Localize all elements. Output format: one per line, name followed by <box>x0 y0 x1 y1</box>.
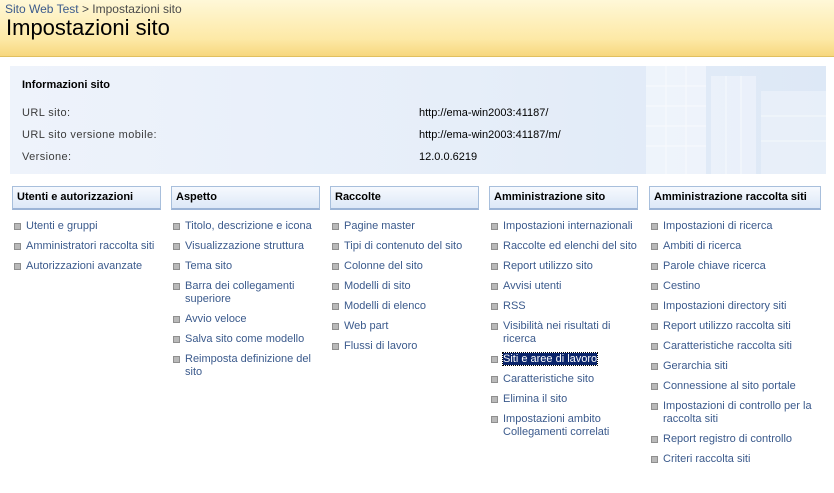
settings-link-item[interactable] <box>171 333 320 346</box>
settings-link-item[interactable] <box>649 260 821 273</box>
settings-link[interactable]: Flussi di lavoro <box>344 340 418 352</box>
settings-link-item[interactable] <box>171 313 320 326</box>
square-bullet-icon <box>651 403 658 410</box>
settings-link[interactable]: Impostazioni internazionali <box>503 220 633 232</box>
settings-link[interactable]: Ambiti di ricerca <box>663 240 742 252</box>
breadcrumb <box>5 2 182 16</box>
site-info-panel <box>10 66 826 174</box>
square-bullet-icon <box>651 243 658 250</box>
settings-link[interactable]: Titolo, descrizione e icona <box>185 220 312 232</box>
square-bullet-icon <box>651 223 658 230</box>
breadcrumb-separator: > <box>81 2 89 16</box>
settings-link[interactable]: Autorizzazioni avanzate <box>26 260 143 272</box>
settings-link[interactable]: Impostazioni di controllo per la raccolta siti <box>663 400 812 425</box>
section-link-list <box>649 220 821 466</box>
settings-link-item[interactable] <box>649 340 821 353</box>
section-header: Amministrazione raccolta siti <box>649 186 821 210</box>
square-bullet-icon <box>651 456 658 463</box>
settings-link-item[interactable] <box>330 260 479 273</box>
settings-link-item[interactable] <box>12 240 161 253</box>
settings-link[interactable]: Colonne del sito <box>344 260 423 272</box>
settings-link[interactable]: Tema sito <box>185 260 233 272</box>
breadcrumb-root-link[interactable]: Sito Web Test <box>5 2 79 16</box>
square-bullet-icon <box>491 283 498 290</box>
mobile-url-label: URL sito versione mobile: <box>22 129 157 141</box>
section-link-list <box>12 220 161 273</box>
settings-link-item[interactable] <box>649 300 821 313</box>
site-info-heading: Informazioni sito <box>22 79 110 91</box>
settings-link[interactable]: Salva sito come modello <box>185 333 305 345</box>
settings-link-item[interactable] <box>489 240 638 253</box>
settings-link-item[interactable] <box>649 433 821 446</box>
settings-link[interactable]: Cestino <box>663 280 701 292</box>
settings-link[interactable]: Criteri raccolta siti <box>663 453 751 465</box>
settings-link[interactable]: Modelli di elenco <box>344 300 426 312</box>
settings-link[interactable]: Caratteristiche raccolta siti <box>663 340 792 352</box>
section-site-collection-administration <box>649 186 821 473</box>
section-link-list <box>171 220 320 379</box>
settings-link[interactable]: Avvio veloce <box>185 313 247 325</box>
page-title: Impostazioni sito <box>6 15 170 40</box>
settings-link[interactable]: Report utilizzo sito <box>503 260 593 272</box>
version-value: 12.0.0.6219 <box>419 151 478 163</box>
settings-link[interactable]: Report registro di controllo <box>663 433 793 445</box>
square-bullet-icon <box>332 343 339 350</box>
section-look-and-feel <box>171 186 320 386</box>
settings-link-item[interactable] <box>330 240 479 253</box>
settings-link-item[interactable] <box>330 300 479 313</box>
section-header: Utenti e autorizzazioni <box>12 186 161 210</box>
settings-link-item[interactable] <box>12 260 161 273</box>
settings-link-item[interactable] <box>171 280 320 306</box>
settings-link-item[interactable] <box>330 320 479 333</box>
section-users-permissions <box>12 186 161 280</box>
section-site-administration <box>489 186 638 446</box>
settings-link-item[interactable] <box>171 260 320 273</box>
breadcrumb-current: Impostazioni sito <box>92 2 182 16</box>
settings-link-item[interactable] <box>489 393 638 406</box>
square-bullet-icon <box>332 303 339 310</box>
settings-link-item[interactable] <box>649 280 821 293</box>
settings-link[interactable]: Amministratori raccolta siti <box>26 240 155 252</box>
section-header: Aspetto <box>171 186 320 210</box>
settings-link-item[interactable] <box>489 413 638 439</box>
settings-link[interactable]: Caratteristiche sito <box>503 373 595 385</box>
square-bullet-icon <box>491 376 498 383</box>
settings-link[interactable]: Utenti e gruppi <box>26 220 98 232</box>
square-bullet-icon <box>173 263 180 270</box>
square-bullet-icon <box>173 243 180 250</box>
settings-link-item[interactable] <box>489 260 638 273</box>
square-bullet-icon <box>491 243 498 250</box>
settings-link[interactable]: Impostazioni di ricerca <box>663 220 773 232</box>
settings-link-item[interactable] <box>489 353 638 366</box>
square-bullet-icon <box>173 223 180 230</box>
settings-link-item[interactable] <box>649 380 821 393</box>
settings-link-item[interactable] <box>171 353 320 379</box>
section-link-list <box>489 220 638 439</box>
section-link-list <box>330 220 479 353</box>
square-bullet-icon <box>651 263 658 270</box>
settings-link[interactable]: Visualizzazione struttura <box>185 240 305 252</box>
square-bullet-icon <box>173 316 180 323</box>
settings-link-item[interactable] <box>489 280 638 293</box>
settings-link-item[interactable] <box>330 220 479 233</box>
square-bullet-icon <box>491 396 498 403</box>
square-bullet-icon <box>651 283 658 290</box>
settings-link-item[interactable] <box>489 220 638 233</box>
settings-link[interactable]: Siti e aree di lavoro <box>503 353 598 365</box>
square-bullet-icon <box>14 243 21 250</box>
square-bullet-icon <box>14 223 21 230</box>
site-url-label: URL sito: <box>22 107 71 119</box>
settings-link[interactable]: Pagine master <box>344 220 415 232</box>
square-bullet-icon <box>651 436 658 443</box>
square-bullet-icon <box>332 263 339 270</box>
square-bullet-icon <box>491 303 498 310</box>
settings-link-item[interactable] <box>330 280 479 293</box>
square-bullet-icon <box>332 323 339 330</box>
square-bullet-icon <box>173 336 180 343</box>
square-bullet-icon <box>491 223 498 230</box>
square-bullet-icon <box>332 243 339 250</box>
settings-link[interactable]: RSS <box>503 300 526 312</box>
square-bullet-icon <box>651 383 658 390</box>
settings-link-item[interactable] <box>489 373 638 386</box>
square-bullet-icon <box>173 283 180 290</box>
settings-link[interactable]: Modelli di sito <box>344 280 411 292</box>
settings-link[interactable]: Impostazioni directory siti <box>663 300 787 312</box>
settings-link-item[interactable] <box>171 220 320 233</box>
square-bullet-icon <box>651 363 658 370</box>
settings-link-item[interactable] <box>649 240 821 253</box>
square-bullet-icon <box>14 263 21 270</box>
square-bullet-icon <box>332 223 339 230</box>
settings-link-item[interactable] <box>489 300 638 313</box>
settings-link[interactable]: Barra dei collegamenti superiore <box>185 280 295 305</box>
settings-link[interactable]: Impostazioni ambito Collegamenti correlati <box>503 413 610 438</box>
square-bullet-icon <box>491 323 498 330</box>
square-bullet-icon <box>651 323 658 330</box>
settings-link[interactable]: Gerarchia siti <box>663 360 728 372</box>
site-url-value: http://ema-win2003:41187/ <box>419 107 549 119</box>
square-bullet-icon <box>491 263 498 270</box>
square-bullet-icon <box>332 283 339 290</box>
settings-link[interactable]: Web part <box>344 320 389 332</box>
section-header: Amministrazione sito <box>489 186 638 210</box>
settings-link-item[interactable] <box>171 240 320 253</box>
version-label: Versione: <box>22 151 72 163</box>
settings-link-item[interactable] <box>12 220 161 233</box>
settings-link-item[interactable] <box>649 220 821 233</box>
square-bullet-icon <box>651 343 658 350</box>
settings-link[interactable]: Visibilità nei risultati di ricerca <box>503 320 611 345</box>
square-bullet-icon <box>651 303 658 310</box>
settings-link-item[interactable] <box>649 400 821 426</box>
settings-link-item[interactable] <box>489 320 638 346</box>
settings-link[interactable]: Parole chiave ricerca <box>663 260 766 272</box>
settings-link[interactable]: Tipi di contenuto del sito <box>344 240 463 252</box>
square-bullet-icon <box>173 356 180 363</box>
settings-link[interactable]: Elimina il sito <box>503 393 568 405</box>
square-bullet-icon <box>491 416 498 423</box>
title-area <box>0 0 834 57</box>
settings-link-item[interactable] <box>649 453 821 466</box>
settings-link-item[interactable] <box>649 320 821 333</box>
settings-link[interactable]: Reimposta definizione del sito <box>185 353 311 378</box>
settings-link[interactable]: Raccolte ed elenchi del sito <box>503 240 637 252</box>
square-bullet-icon <box>491 356 498 363</box>
section-galleries <box>330 186 479 360</box>
settings-link[interactable]: Avvisi utenti <box>503 280 562 292</box>
settings-link-item[interactable] <box>649 360 821 373</box>
settings-link[interactable]: Report utilizzo raccolta siti <box>663 320 791 332</box>
section-header: Raccolte <box>330 186 479 210</box>
settings-link[interactable]: Connessione al sito portale <box>663 380 796 392</box>
settings-link-item[interactable] <box>330 340 479 353</box>
building-watermark-graphic <box>496 66 826 174</box>
mobile-url-value: http://ema-win2003:41187/m/ <box>419 129 561 141</box>
